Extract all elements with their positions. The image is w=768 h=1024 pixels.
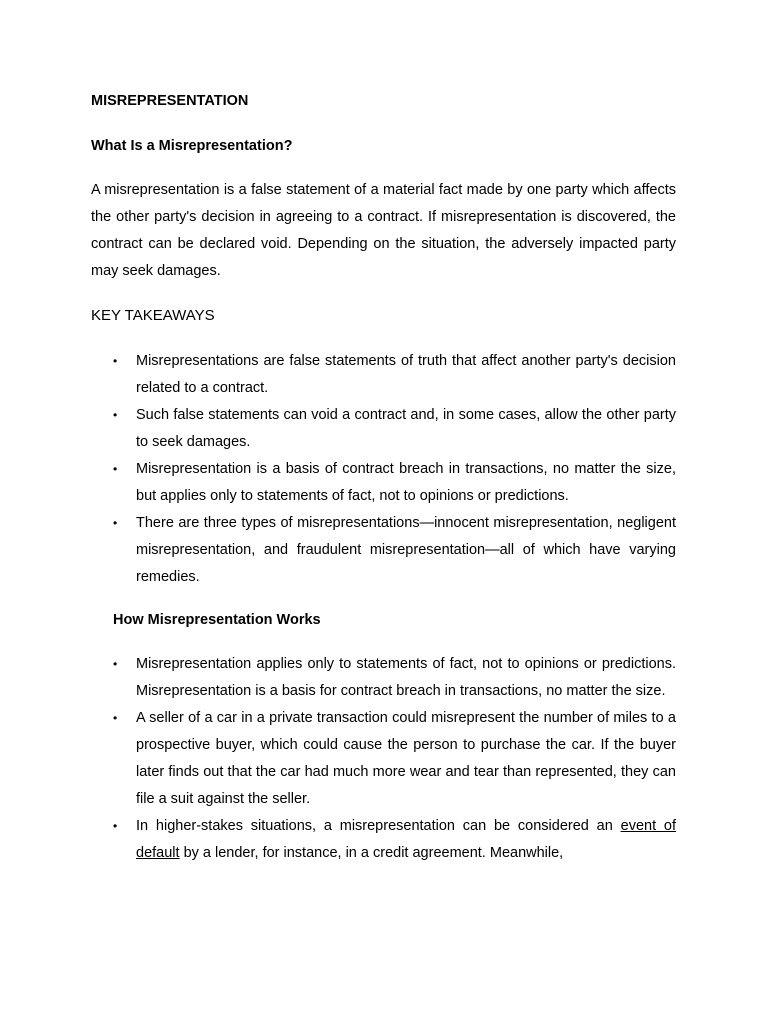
list-item [113, 348, 676, 402]
list-item [113, 705, 676, 813]
bullet-icon: • [113, 408, 118, 422]
intro-paragraph: A misrepresentation is a false statement of a material fact made by one party which affects the other party's decision in agreeing to a contract. If misrepresentation is discovered, the contract can be declared void. Depending on the situation, the adversely impacted party may seek damages. [91, 182, 676, 279]
list-item-text: There are three types of misrepresentations—innocent misrepresentation, negligent misrepresentation, and fraudulent misrepresentation—all of which have varying remedies. [136, 515, 676, 585]
list-item-text: A seller of a car in a private transaction could misrepresent the number of miles to a prospective buyer, which could cause the person to purchase the car. If the buyer later finds out that the car had much more wear and tear than represented, they can file a suit against the seller. [136, 710, 676, 807]
bullet-icon: • [113, 711, 118, 725]
bullet-icon: • [113, 462, 118, 476]
how-it-works-list [113, 651, 676, 867]
list-item [113, 456, 676, 510]
list-item-text: Misrepresentation applies only to statements of fact, not to opinions or predictions. Misrepresentation is a basis for contract breach in transactions, no matter the size. [136, 656, 676, 699]
key-takeaways-list [113, 348, 676, 591]
list-item-text: Misrepresentations are false statements of truth that affect another party's decision related to a contract. [136, 353, 676, 396]
bullet-icon: • [113, 516, 118, 530]
key-takeaways-heading: KEY TAKEAWAYS [91, 307, 215, 324]
list-item-text-end: by a lender, for instance, in a credit agreement. Meanwhile, [179, 845, 564, 861]
list-item [113, 402, 676, 456]
section-heading-what-is: What Is a Misrepresentation? [91, 138, 293, 154]
document-title: MISREPRESENTATION [91, 93, 249, 109]
list-item-text: Such false statements can void a contract and, in some cases, allow the other party to seek damages. [136, 407, 676, 450]
list-item [113, 510, 676, 591]
bullet-icon: • [113, 354, 118, 368]
list-item [113, 813, 676, 867]
bullet-icon: • [113, 657, 118, 671]
list-item [113, 651, 676, 705]
bullet-icon: • [113, 819, 118, 833]
how-it-works-heading: How Misrepresentation Works [113, 612, 321, 628]
list-item-text: Misrepresentation is a basis of contract breach in transactions, no matter the size, but applies only to statements of fact, not to opinions or predictions. [136, 461, 676, 504]
list-item-text-start: In higher-stakes situations, a misrepresentation can be considered an [136, 818, 621, 834]
event-of-default-link[interactable]: event of default [136, 818, 677, 861]
